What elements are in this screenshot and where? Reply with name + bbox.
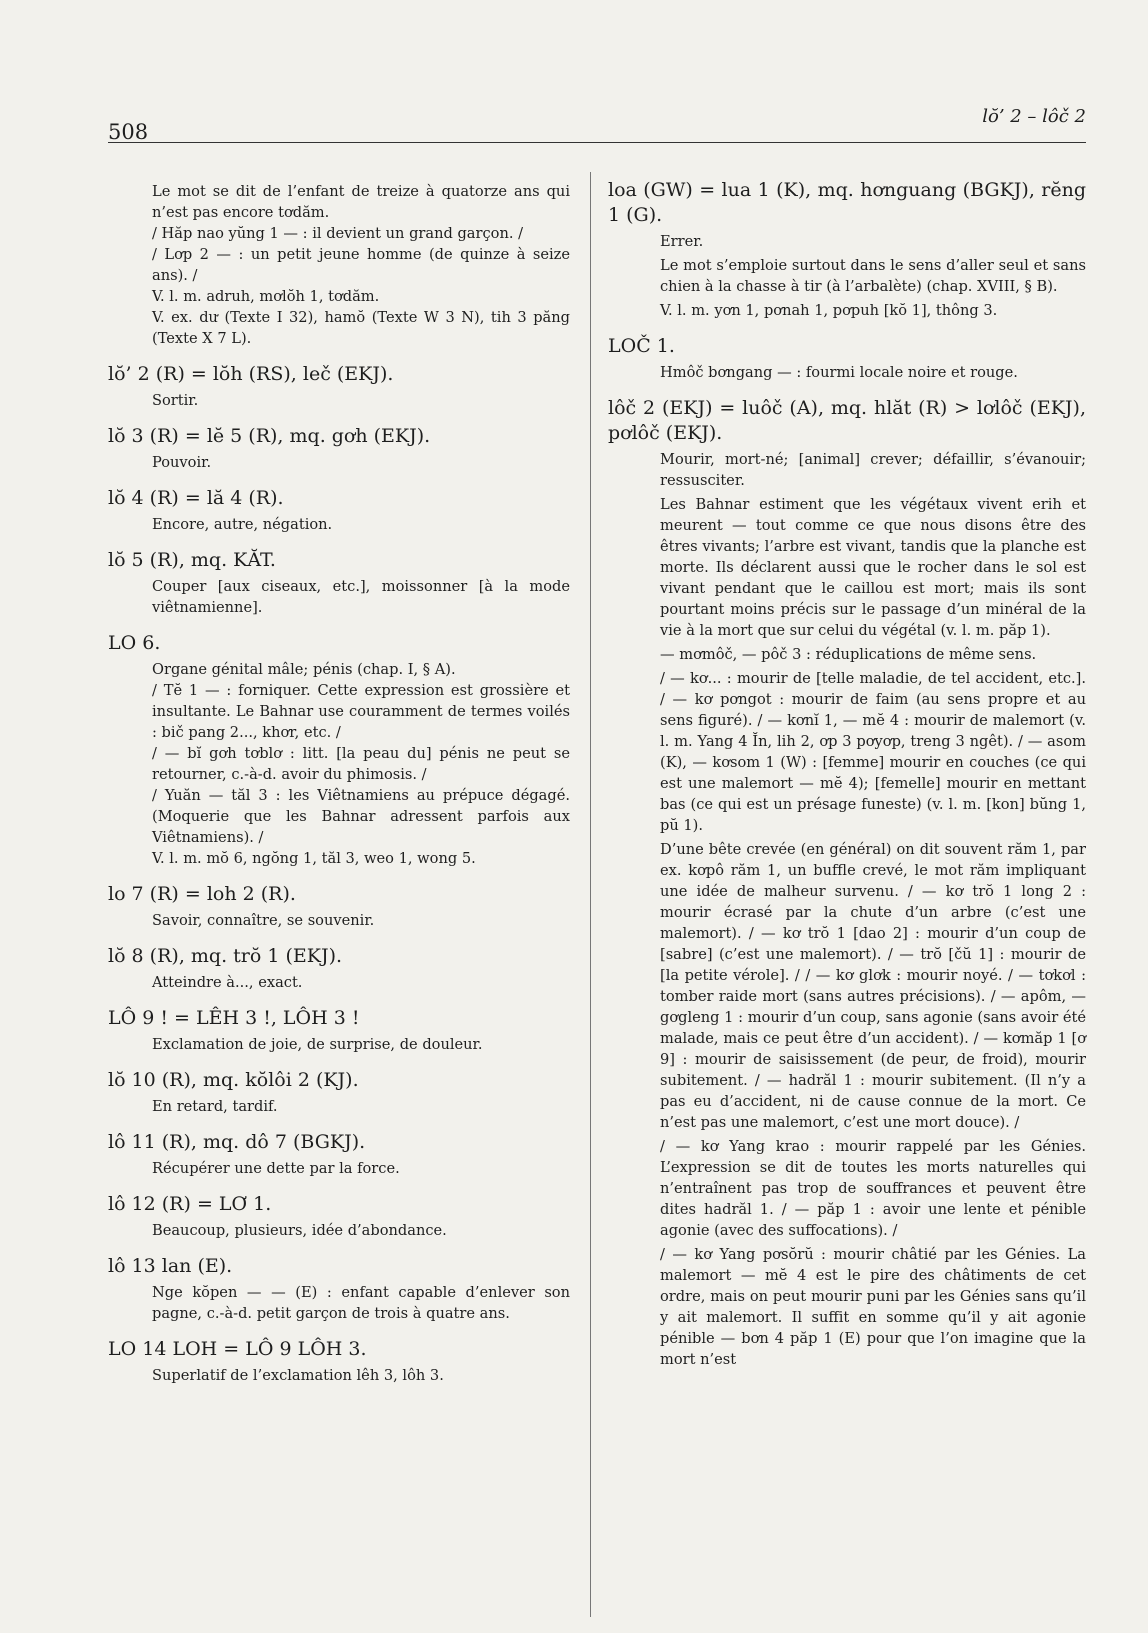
left-column <box>108 178 570 1386</box>
entry-definition: Nge kŏpen — — (E) : enfant capable d’enlever son pagne, c.-à-d. petit garçon de trois à quatre ans. <box>152 1284 570 1322</box>
entry-headword: lô 11 (R), mq. dô 7 (BGKJ). <box>108 1131 366 1153</box>
entry-headword: lŏ’ 2 (R) = lŏh (RS), leč (EKJ). <box>108 363 394 385</box>
entry-definition: Exclamation de joie, de surprise, de douleur. <box>152 1036 483 1053</box>
entry-headword: lôč 2 (EKJ) = luôč (A), mq. hlăt (R) > lơlôč (EKJ), pơlôč (EKJ). <box>608 397 1086 444</box>
entry-headword: lŏ 5 (R), mq. KĂT. <box>108 549 276 571</box>
entry-definition: / — kơ Yang pơsŏrŭ : mourir châtié par les Génies. La malemort — mĕ 4 est le pire des châtiments de cet ordre, mais on peut mourir puni par les Génies sans qu’il y ait malemort. Il suffit en somme qu’il y ait agonie pénible — bơn 4 păp 1 (E) pour que l’on imagine que la mort n’est <box>660 1246 1086 1368</box>
entry-headword: lo 7 (R) = loh 2 (R). <box>108 883 296 905</box>
entry-definition: — mơmôč, — pôč 3 : réduplications de même sens. <box>660 646 1037 663</box>
entry-definition: Hmôč bơngang — : fourmi locale noire et rouge. <box>660 364 1018 381</box>
entry-definition: Le mot s’emploie surtout dans le sens d’aller seul et sans chien à la chasse à tir (à l’arbalète) (chap. XVIII, § B). <box>660 257 1086 295</box>
entry-definition: V. ex. dư (Texte I 32), hamŏ (Texte W 3 N), tih 3 păng (Texte X 7 L). <box>152 309 570 347</box>
entry-headword: LO 14 LOH = LÔ 9 LÔH 3. <box>108 1338 367 1360</box>
entry-headword: loa (GW) = lua 1 (K), mq. hơnguang (BGKJ), rĕng 1 (G). <box>608 179 1086 226</box>
entry-definition: En retard, tardif. <box>152 1098 278 1115</box>
entry-definition: Pouvoir. <box>152 454 212 471</box>
entry-definition: / Tĕ 1 — : forniquer. Cette expression est grossière et insultante. Le Bahnar use couramment de termes voilés : bič pang 2..., khơr, etc. / <box>152 682 570 741</box>
entry-definition: / — bĭ gơh tơblơ : litt. [la peau du] pénis ne peut se retourner, c.-à-d. avoir du phimosis. / <box>152 745 570 783</box>
running-head: lŏ’ 2 – lôč 2 <box>982 106 1086 127</box>
entry-definition: / Hăp nao yŭng 1 — : il devient un grand garçon. / <box>152 225 524 242</box>
entry-headword: lô 13 lan (E). <box>108 1255 233 1277</box>
entry-definition: V. l. m. mŏ 6, ngŏng 1, tăl 3, weo 1, wong 5. <box>152 850 476 867</box>
entry-definition: Le mot se dit de l’enfant de treize à quatorze ans qui n’est pas encore tơdăm. <box>152 183 570 221</box>
entry-definition: Encore, autre, négation. <box>152 516 333 533</box>
entry-definition: V. l. m. yơn 1, pơnah 1, pơpuh [kŏ 1], thông 3. <box>660 302 998 319</box>
entry-definition: Savoir, connaître, se souvenir. <box>152 912 375 929</box>
entry-definition: Mourir, mort-né; [animal] crever; défaillir, s’évanouir; ressusciter. <box>660 451 1086 489</box>
right-column <box>608 178 1086 1370</box>
entry-definition: Atteindre à..., exact. <box>152 974 303 991</box>
entry-definition: / — kơ Yang krao : mourir rappelé par les Génies. L’expression se dit de toutes les morts naturelles qui n’entraînent pas trop de souffrances et peuvent être dites hadrăl 1. / — păp 1 : avoir une lente et pénible agonie (avec des suffocations). / <box>660 1138 1086 1239</box>
entry-definition: Sortir. <box>152 392 199 409</box>
entry-headword: LO 6. <box>108 632 161 654</box>
entry-headword: lŏ 8 (R), mq. trŏ 1 (EKJ). <box>108 945 343 967</box>
entry-definition: Récupérer une dette par la force. <box>152 1160 400 1177</box>
entry-headword: lŏ 4 (R) = lă 4 (R). <box>108 487 284 509</box>
entry-definition: / — kơ... : mourir de [telle maladie, de tel accident, etc.]. / — kơ pơngot : mourir de faim (au sens propre et au sens figuré). / — kơnĭ 1, — mĕ 4 : mourir de malemort (v. l. m. Yang 4 Ĭn, lih 2, ơp 3 pơyơp, treng 3 ngêt). / — asom (K), — kơsom 1 (W) : [femme] mourir en couches (ce qui est une malemort — mĕ 4); [femelle] mourir en mettant bas (ce qui est un présage funeste) (v. l. m. [kon] bŭng 1, pŭ 1). <box>660 670 1086 834</box>
entry-definition: Organe génital mâle; pénis (chap. I, § A). <box>152 661 456 678</box>
entry-headword: LÔ 9 ! = LÊH 3 !, LÔH 3 ! <box>108 1007 360 1029</box>
entry-definition: Superlatif de l’exclamation lêh 3, lôh 3. <box>152 1367 444 1384</box>
entry-headword: lô 12 (R) = LƠ 1. <box>108 1193 272 1215</box>
entry-definition: Les Bahnar estiment que les végétaux vivent erih et meurent — tout comme ce que nous disons être des êtres vivants; l’arbre est vivant, tandis que la planche est morte. Ils déclarent aussi que le rocher dans le sol est vivant pendant que le caillou est mort; mais ils sont pourtant moins précis sur le passage d’un minéral de la vie à la mort que sur celui du végétal (v. l. m. păp 1). <box>660 496 1086 639</box>
entry-definition: Errer. <box>660 233 704 250</box>
entry-definition: / Yuăn — tăl 3 : les Viêtnamiens au prépuce dégagé. (Moquerie que les Bahnar adressent parfois aux Viêtnamiens). / <box>152 787 570 846</box>
entry-definition: Beaucoup, plusieurs, idée d’abondance. <box>152 1222 447 1239</box>
entry-headword: LOČ 1. <box>608 335 675 357</box>
entry-definition: V. l. m. adruh, mơlŏh 1, tơdăm. <box>152 288 380 305</box>
entry-headword: lŏ 3 (R) = lĕ 5 (R), mq. gơh (EKJ). <box>108 425 431 447</box>
entry-definition: D’une bête crevée (en général) on dit souvent răm 1, par ex. kơpô răm 1, un buffle crevé, le mot răm impliquant une idée de malheur survenu. / — kơ trŏ 1 long 2 : mourir écrasé par la chute d’un arbre (c’est une malemort). / — kơ trŏ 1 [dao 2] : mourir d’un coup de [sabre] (c’est une malemort). / — trŏ [čŭ 1] : mourir de [la petite vérole]. / / — kơ glơk : mourir noyé. / — tơkơl : tomber raide mort (sans autres précisions). / — apôm, — gơgleng 1 : mourir d’un coup, sans agonie (sans avoir été malade, mais ce peut être d’un accident). / — kơmăp 1 [ơ 9] : mourir de saisissement (de peur, de froid), mourir subitement. / — hadrăl 1 : mourir subitement. (Il n’y a pas eu d’accident, ni de cause connue de la mort. Ce n’est pas une malemort, c’est une mort douce). / <box>660 841 1086 1131</box>
page-number: 508 <box>108 120 149 144</box>
entry-definition: / Lơp 2 — : un petit jeune homme (de quinze à seize ans). / <box>152 246 570 284</box>
column-divider <box>590 172 591 1617</box>
entry-headword: lŏ 10 (R), mq. kŏlôi 2 (KJ). <box>108 1069 359 1091</box>
entry-definition: Couper [aux ciseaux, etc.], moissonner [à la mode viêtnamienne]. <box>152 578 570 616</box>
header-rule <box>108 142 1086 143</box>
